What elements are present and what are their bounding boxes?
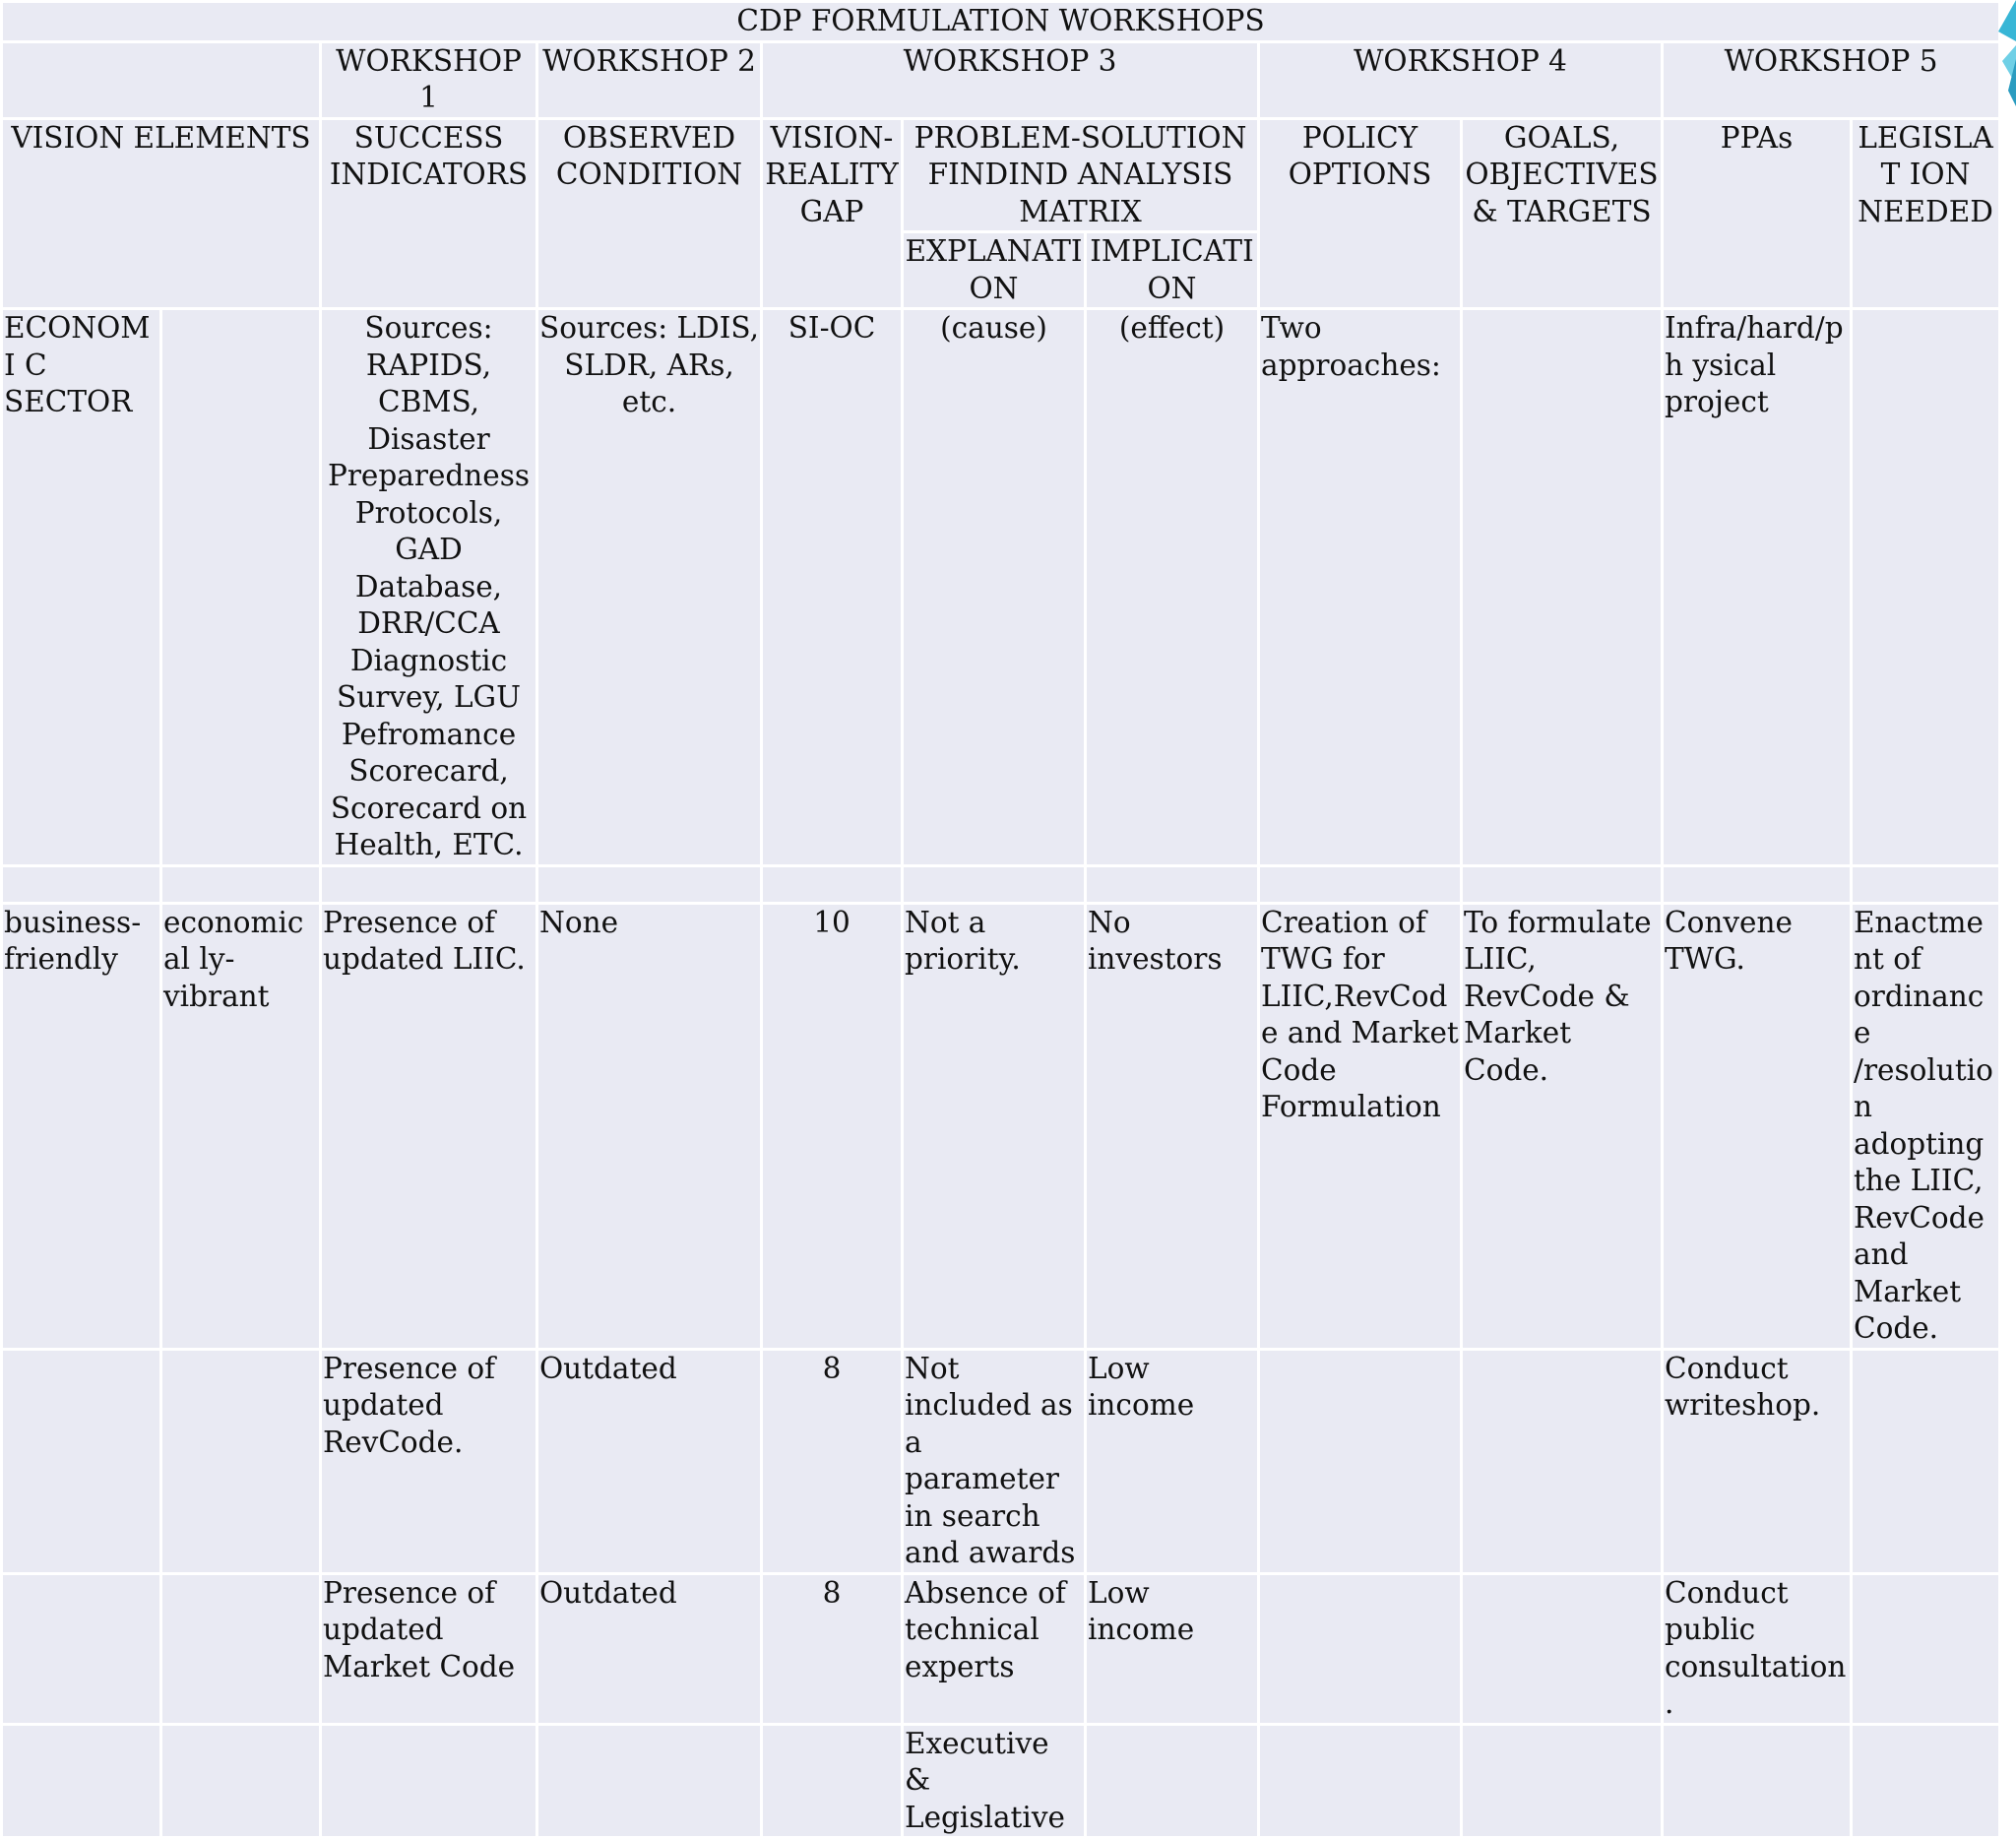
policy-option <box>1259 1724 1462 1838</box>
legislation-header: LEGISLAT ION NEEDED <box>1852 118 2000 309</box>
table-row <box>2 1724 2000 1838</box>
vision-element-secondary <box>161 1724 321 1838</box>
corner-accent-graphic <box>1996 0 2016 108</box>
gap-formula: SI-OC <box>762 309 903 866</box>
workshop-row <box>2 41 2000 118</box>
implication-note: (effect) <box>1086 309 1259 866</box>
success-indicator-sources: Sources: RAPIDS, CBMS, Disaster Preparedness Protocols, GAD Database, DRR/CCA Diagnostic Survey, LGU Pefromance Scorecard, Scorecard on Health, ETC. <box>321 309 537 866</box>
sector-label: ECONOMI C SECTOR <box>2 309 161 866</box>
workshop-4-header: WORKSHOP 4 <box>1259 41 1663 118</box>
observed-condition-header: OBSERVED CONDITION <box>537 118 762 309</box>
goal <box>1462 1573 1663 1724</box>
spacer-cell <box>903 865 1086 903</box>
workshop-2-header: WORKSHOP 2 <box>537 41 762 118</box>
ppa: Conduct public consultation. <box>1663 1573 1852 1724</box>
success-indicator: Presence of updated LIIC. <box>321 903 537 1349</box>
implication: Low income <box>1086 1349 1259 1573</box>
table-row <box>2 903 2000 1349</box>
goal: To formulate LIIC, RevCode & Market Code. <box>1462 903 1663 1349</box>
success-indicators-header: SUCCESS INDICATORS <box>321 118 537 309</box>
implication-header: IMPLICATI ON <box>1086 232 1259 309</box>
vision-element-secondary <box>161 1573 321 1724</box>
success-indicator: Presence of updated Market Code <box>321 1573 537 1724</box>
table-row <box>2 1573 2000 1724</box>
column-header-row-1 <box>2 118 2000 232</box>
observed-condition: Outdated <box>537 1573 762 1724</box>
explanation-note: (cause) <box>903 309 1086 866</box>
observed-condition: Outdated <box>537 1349 762 1573</box>
explanation: Executive & Legislative <box>903 1724 1086 1838</box>
table-title: CDP FORMULATION WORKSHOPS <box>2 2 2000 42</box>
spacer-cell <box>321 865 537 903</box>
legislation: Enactment of ordinance /resolutio n adopting the LIIC, RevCode and Market Code. <box>1852 903 2000 1349</box>
goal <box>1462 1724 1663 1838</box>
legislation <box>1852 1573 2000 1724</box>
vision-reality-gap: 10 <box>762 903 903 1349</box>
vision-reality-gap: 8 <box>762 1349 903 1573</box>
spacer-cell <box>2 865 161 903</box>
explanation: Absence of technical experts <box>903 1573 1086 1724</box>
ppas-header: PPAs <box>1663 118 1852 309</box>
goals-note <box>1462 309 1663 866</box>
vision-element-secondary <box>161 1349 321 1573</box>
spacer-cell <box>1852 865 2000 903</box>
vision-element-primary <box>2 1349 161 1573</box>
spacer-cell <box>537 865 762 903</box>
sector-row <box>2 309 2000 866</box>
spacer-row <box>2 865 2000 903</box>
vision-element-primary <box>2 1724 161 1838</box>
table-row <box>2 1349 2000 1573</box>
spacer-cell <box>1462 865 1663 903</box>
explanation: Not included as a parameter in search and awards <box>903 1349 1086 1573</box>
spacer-cell <box>1663 865 1852 903</box>
spacer-cell <box>161 865 321 903</box>
title-row <box>2 2 2000 42</box>
legislation-note <box>1852 309 2000 866</box>
vision-elements-header: VISION ELEMENTS <box>2 118 321 309</box>
observed-condition-sources: Sources: LDIS, SLDR, ARs, etc. <box>537 309 762 866</box>
workshop-5-header: WORKSHOP 5 <box>1663 41 2000 118</box>
policy-options-header: POLICY OPTIONS <box>1259 118 1462 309</box>
vision-element-secondary: economical ly-vibrant <box>161 903 321 1349</box>
vision-reality-gap <box>762 1724 903 1838</box>
success-indicator <box>321 1724 537 1838</box>
vision-element-primary: business-friendly <box>2 903 161 1349</box>
explanation: Not a priority. <box>903 903 1086 1349</box>
workshop-1-header: WORKSHOP 1 <box>321 41 537 118</box>
implication: Low income <box>1086 1573 1259 1724</box>
legislation <box>1852 1349 2000 1573</box>
ppa: Convene TWG. <box>1663 903 1852 1349</box>
workshop-3-header: WORKSHOP 3 <box>762 41 1259 118</box>
observed-condition <box>537 1724 762 1838</box>
policy-option <box>1259 1349 1462 1573</box>
workshop-spacer <box>2 41 321 118</box>
goal <box>1462 1349 1663 1573</box>
vision-reality-gap-header: VISION-REALITY GAP <box>762 118 903 309</box>
ppa <box>1663 1724 1852 1838</box>
policy-option: Creation of TWG for LIIC,RevCode and Market Code Formulation <box>1259 903 1462 1349</box>
legislation <box>1852 1724 2000 1838</box>
vision-reality-gap: 8 <box>762 1573 903 1724</box>
sector-spacer <box>161 309 321 866</box>
ppa-note: Infra/hard/ph ysical project <box>1663 309 1852 866</box>
goals-header: GOALS, OBJECTIVES & TARGETS <box>1462 118 1663 309</box>
observed-condition: None <box>537 903 762 1349</box>
spacer-cell <box>1259 865 1462 903</box>
success-indicator: Presence of updated RevCode. <box>321 1349 537 1573</box>
corner-accent-shape <box>1998 0 2016 41</box>
spacer-cell <box>1086 865 1259 903</box>
policy-option <box>1259 1573 1462 1724</box>
implication <box>1086 1724 1259 1838</box>
ppa: Conduct writeshop. <box>1663 1349 1852 1573</box>
explanation-header: EXPLANATI ON <box>903 232 1086 309</box>
policy-note: Two approaches: <box>1259 309 1462 866</box>
implication: No investors <box>1086 903 1259 1349</box>
spacer-cell <box>762 865 903 903</box>
problem-solution-header: PROBLEM-SOLUTION FINDIND ANALYSIS MATRIX <box>903 118 1259 232</box>
vision-element-primary <box>2 1573 161 1724</box>
